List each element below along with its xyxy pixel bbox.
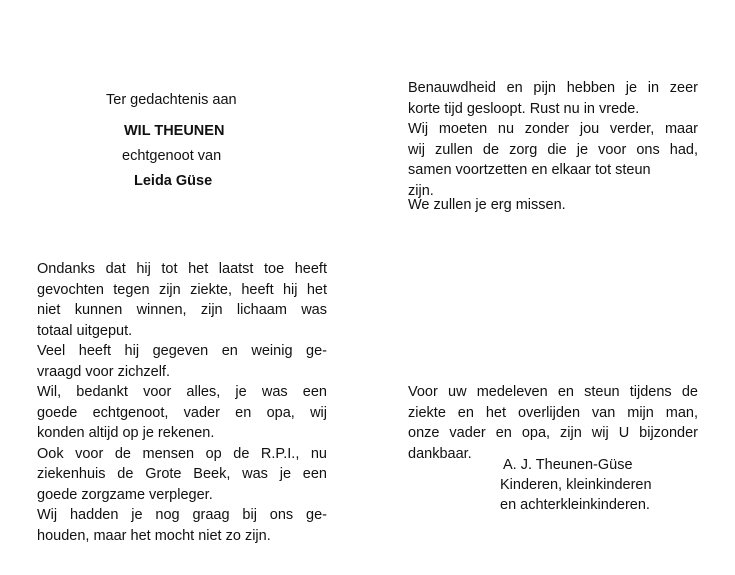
- thanks-line: onze vader en opa, zijn wij U bijzonder: [408, 425, 698, 441]
- miss-text: We zullen je erg missen.: [408, 197, 566, 213]
- left-line: Ondanks dat hij tot het laatst toe heeft: [37, 261, 327, 277]
- left-line: gevochten tegen zijn ziekte, heeft hij het: [37, 281, 327, 298]
- left-line: goede echtgenoot, vader en opa, wij: [37, 404, 327, 421]
- signature-name: A. J. Theunen-Güse: [503, 457, 633, 473]
- intro-text: Ter gedachtenis aan: [106, 92, 237, 108]
- left-paragraph: [37, 259, 327, 546]
- left-line: goede zorgzame verpleger.: [37, 486, 213, 503]
- right-line: wij zullen de zorg die je voor ons had,: [408, 141, 698, 158]
- right-top-paragraph: [408, 78, 698, 201]
- right-line: Benauwdheid en pijn hebben je in zeer: [408, 80, 698, 96]
- spouse-name: Leida Güse: [134, 173, 213, 189]
- right-line: samen voortzetten en elkaar tot steun: [408, 162, 651, 178]
- left-line: Wil, bedankt voor alles, je was een: [37, 384, 327, 400]
- left-line: konden altijd op je rekenen.: [37, 425, 215, 441]
- thanks-paragraph: [408, 382, 698, 464]
- left-line: vraagd voor zichzelf.: [37, 363, 170, 380]
- thanks-line: Voor uw medeleven en steun tijdens de: [408, 384, 698, 400]
- right-line: zijn.: [408, 182, 434, 199]
- right-line: Wij moeten nu zonder jou verder, maar: [408, 121, 698, 137]
- left-line: ziekenhuis de Grote Beek, was je een: [37, 466, 327, 482]
- left-line: niet kunnen winnen, zijn lichaam was: [37, 302, 327, 318]
- thanks-line: dankbaar.: [408, 445, 472, 462]
- deceased-name: WIL THEUNEN: [124, 123, 225, 139]
- left-line: Ook voor de mensen op de R.P.I., nu: [37, 445, 327, 462]
- thanks-line: ziekte en het overlijden van mijn man,: [408, 404, 698, 421]
- left-line: totaal uitgeput.: [37, 322, 133, 339]
- left-line: Veel heeft hij gegeven en weinig ge-: [37, 343, 327, 359]
- signature-grandchildren: en achterkleinkinderen.: [500, 497, 650, 513]
- left-line: houden, maar het mocht niet zo zijn.: [37, 527, 271, 544]
- signature-children: Kinderen, kleinkinderen: [500, 477, 652, 493]
- right-line: korte tijd gesloopt. Rust nu in vrede.: [408, 100, 640, 117]
- left-line: Wij hadden je nog graag bij ons ge-: [37, 507, 327, 523]
- relation-text: echtgenoot van: [122, 148, 222, 164]
